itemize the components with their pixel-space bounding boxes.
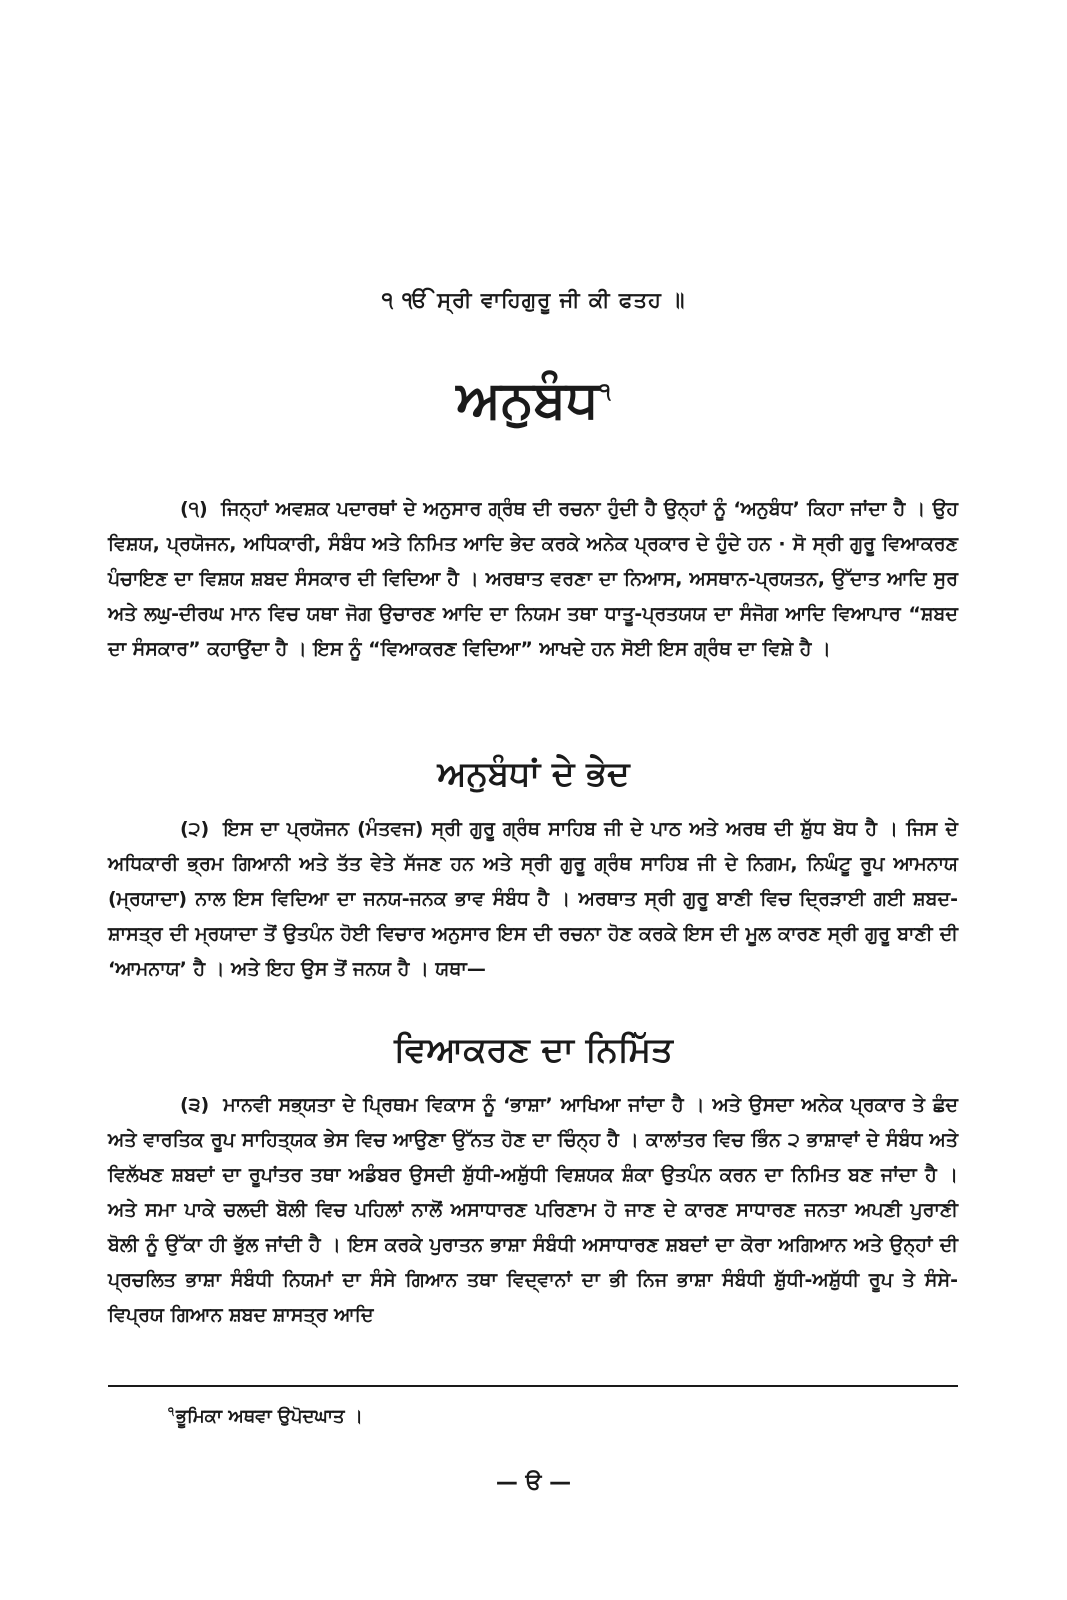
section-heading: ਵਿਆਕਰਣ ਦਾ ਨਿਮਿੱਤ: [394, 1030, 673, 1070]
page-number: — ੳ —: [495, 1470, 572, 1495]
paragraph-number: (੧): [180, 498, 208, 520]
title-text: ਅਨੁਬੰਧ: [456, 370, 599, 430]
footnote-divider: [108, 1385, 958, 1387]
footnote-marker: ੧: [168, 1405, 174, 1418]
paragraph-body: ਜਿਨ੍ਹਾਂ ਅਵਸ਼ਕ ਪਦਾਰਥਾਂ ਦੇ ਅਨੁਸਾਰ ਗ੍ਰੰਥ ਦੀ ਰਚਨਾ ਹੁੰਦੀ ਹੈ ਉਨ੍ਹਾਂ ਨੂੰ ‘ਅਨੁਬੰਧ’ ਕਿਹਾ ਜਾਂਦਾ ਹੈ । ਉਹ ਵਿਸ਼ਯ, ਪ੍ਰਯੋਜਨ, ਅਧਿਕਾਰੀ, ਸੰਬੰਧ ਅਤੇ ਨਿਮਿਤ ਆਦਿ ਭੇਦ ਕਰਕੇ ਅਨੇਕ ਪ੍ਰਕਾਰ ਦੇ ਹੁੰਦੇ ਹਨ · ਸੋ ਸ੍ਰੀ ਗੁਰੂ ਵਿਆਕਰਣ ਪੰਚਾਇਣ ਦਾ ਵਿਸ਼ਯ ਸ਼ਬਦ ਸੰਸਕਾਰ ਦੀ ਵਿਦਿਆ ਹੈ । ਅਰਥਾਤ ਵਰਣਾ ਦਾ ਨਿਆਸ, ਅਸਥਾਨ-ਪ੍ਰਯਤਨ, ਉੱਦਾਤ ਆਦਿ ਸੁਰ ਅਤੇ ਲਘੁ-ਦੀਰਘ ਮਾਨ ਵਿਚ ਯਥਾ ਜੋਗ ਉਚਾਰਣ ਆਦਿ ਦਾ ਨਿਯਮ ਤਥਾ ਧਾਤੂ-ਪ੍ਰਤਯਯ ਦਾ ਸੰਜੋਗ ਆਦਿ ਵਿਆਪਾਰ “ਸ਼ਬਦ ਦਾ ਸੰਸਕਾਰ” ਕਹਾਉਂਦਾ ਹੈ । ਇਸ ਨੂੰ “ਵਿਆਕਰਣ ਵਿਦਿਆ” ਆਖਦੇ ਹਨ ਸੋਈ ਇਸ ਗ੍ਰੰਥ ਦਾ ਵਿਸ਼ੇ ਹੈ ।: [108, 498, 958, 660]
paragraph-number: (੨): [180, 818, 210, 840]
footnote: [168, 1405, 948, 1427]
footnote-text: ਭੂਮਿਕਾ ਅਥਵਾ ਉਪੋਦਘਾਤ ।: [175, 1406, 363, 1427]
paragraph-2: [108, 812, 958, 987]
title-footnote-marker: ੧: [598, 379, 611, 405]
section-heading: ਅਨੁਬੰਧਾਂ ਦੇ ਭੇਦ: [437, 754, 630, 794]
paragraph-1: [108, 492, 958, 667]
invocation-line: ੧ ੴ ਸ੍ਰੀ ਵਾਹਿਗੁਰੂ ਜੀ ਕੀ ਫਤਹ ॥: [381, 288, 686, 312]
page-title: [0, 370, 1067, 431]
paragraph-body: ਮਾਨਵੀ ਸਭ੍ਯਤਾ ਦੇ ਪ੍ਰਿਥਮ ਵਿਕਾਸ ਨੂੰ ‘ਭਾਸ਼ਾ’ ਆਖਿਆ ਜਾਂਦਾ ਹੈ । ਅਤੇ ਉਸਦਾ ਅਨੇਕ ਪ੍ਰਕਾਰ ਤੇ ਛੰਦ ਅਤੇ ਵਾਰਤਿਕ ਰੂਪ ਸਾਹਿਤ੍ਯਕ ਭੇਸ ਵਿਚ ਆਉਣਾ ਉੱਨਤ ਹੋਣ ਦਾ ਚਿੰਨ੍ਹ ਹੈ । ਕਾਲਾਂਤਰ ਵਿਚ ਭਿੰਨ ੨ ਭਾਸ਼ਾਵਾਂ ਦੇ ਸੰਬੰਧ ਅਤੇ ਵਿਲੱਖਣ ਸ਼ਬਦਾਂ ਦਾ ਰੂਪਾਂਤਰ ਤਥਾ ਅਡੰਬਰ ਉਸਦੀ ਸ਼ੁੱਧੀ-ਅਸ਼ੁੱਧੀ ਵਿਸ਼ਯਕ ਸ਼ੰਕਾ ਉਤਪੰਨ ਕਰਨ ਦਾ ਨਿਮਿਤ ਬਣ ਜਾਂਦਾ ਹੈ । ਅਤੇ ਸਮਾ ਪਾਕੇ ਚਲਦੀ ਬੋਲੀ ਵਿਚ ਪਹਿਲਾਂ ਨਾਲੋਂ ਅਸਾਧਾਰਣ ਪਰਿਣਾਮ ਹੋ ਜਾਣ ਦੇ ਕਾਰਣ ਸਾਧਾਰਣ ਜਨਤਾ ਅਪਣੀ ਪੁਰਾਣੀ ਬੋਲੀ ਨੂੰ ਉੱਕਾ ਹੀ ਭੁੱਲ ਜਾਂਦੀ ਹੈ । ਇਸ ਕਰਕੇ ਪੁਰਾਤਨ ਭਾਸ਼ਾ ਸੰਬੰਧੀ ਅਸਾਧਾਰਣ ਸ਼ਬਦਾਂ ਦਾ ਕੋਰਾ ਅਗਿਆਨ ਅਤੇ ਉਨ੍ਹਾਂ ਦੀ ਪ੍ਰਚਲਿਤ ਭਾਸ਼ਾ ਸੰਬੰਧੀ ਨਿਯਮਾਂ ਦਾ ਸੰਸੇ ਗਿਆਨ ਤਥਾ ਵਿਦ੍ਵਾਨਾਂ ਦਾ ਭੀ ਨਿਜ ਭਾਸ਼ਾ ਸੰਬੰਧੀ ਸ਼ੁੱਧੀ-ਅਸ਼ੁੱਧੀ ਰੂਪ ਤੇ ਸੰਸੇ-ਵਿਪ੍ਰਯ ਗਿਆਨ ਸ਼ਬਦ ਸ਼ਾਸਤ੍ਰ ਆਦਿ: [108, 1094, 958, 1326]
paragraph-body: ਇਸ ਦਾ ਪ੍ਰਯੋਜਨ (ਮੰਤਵਜ) ਸ੍ਰੀ ਗੁਰੂ ਗ੍ਰੰਥ ਸਾਹਿਬ ਜੀ ਦੇ ਪਾਠ ਅਤੇ ਅਰਥ ਦੀ ਸ਼ੁੱਧ ਬੋਧ ਹੈ । ਜਿਸ ਦੇ ਅਧਿਕਾਰੀ ਭ੍ਰਮ ਗਿਆਨੀ ਅਤੇ ਤੱਤ ਵੇਤੇ ਸੱਜਣ ਹਨ ਅਤੇ ਸ੍ਰੀ ਗੁਰੂ ਗ੍ਰੰਥ ਸਾਹਿਬ ਜੀ ਦੇ ਨਿਗਮ, ਨਿਘੰਟੂ ਰੂਪ ਆਮਨਾਯ (ਮ੍ਰਯਾਦਾ) ਨਾਲ ਇਸ ਵਿਦਿਆ ਦਾ ਜਨਯ-ਜਨਕ ਭਾਵ ਸੰਬੰਧ ਹੈ । ਅਰਥਾਤ ਸ੍ਰੀ ਗੁਰੂ ਬਾਣੀ ਵਿਚ ਦ੍ਰਿੜਾਈ ਗਈ ਸ਼ਬਦ-ਸ਼ਾਸਤ੍ਰ ਦੀ ਮ੍ਰਯਾਦਾ ਤੋਂ ਉਤਪੰਨ ਹੋਈ ਵਿਚਾਰ ਅਨੁਸਾਰ ਇਸ ਦੀ ਰਚਨਾ ਹੋਣ ਕਰਕੇ ਇਸ ਦੀ ਮੂਲ ਕਾਰਣ ਸ੍ਰੀ ਗੁਰੂ ਬਾਣੀ ਦੀ ‘ਆਮਨਾਯ’ ਹੈ । ਅਤੇ ਇਹ ਉਸ ਤੋਂ ਜਨਯ ਹੈ । ਯਥਾ—: [108, 818, 959, 980]
paragraph-3: [108, 1088, 958, 1333]
paragraph-number: (੩): [180, 1094, 210, 1116]
